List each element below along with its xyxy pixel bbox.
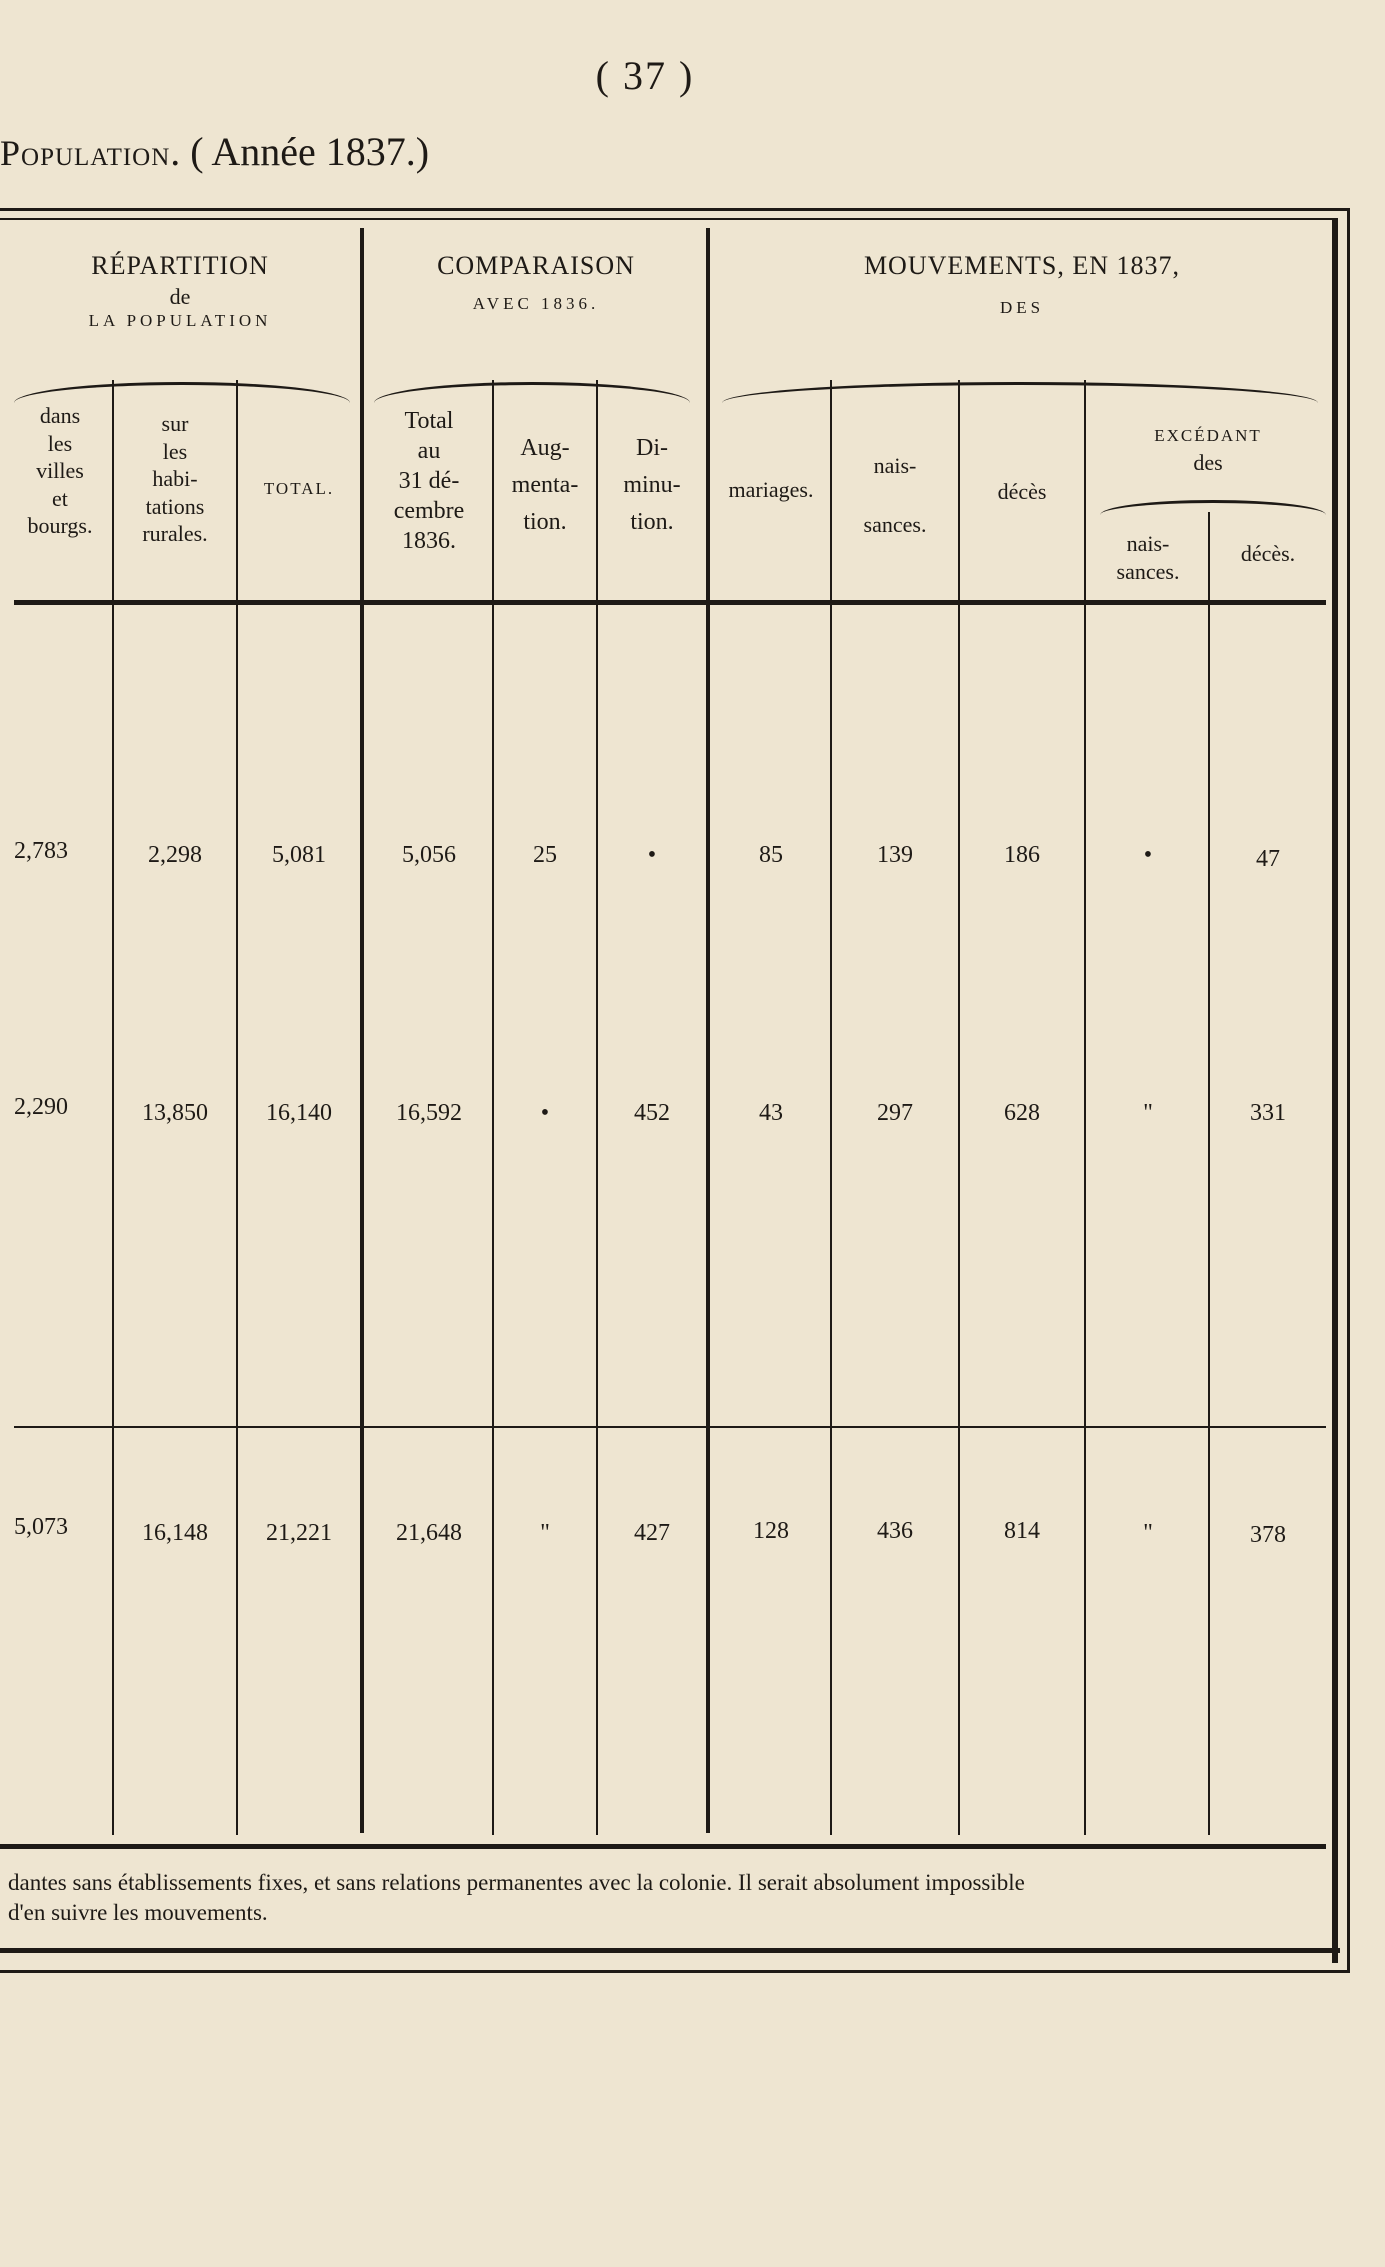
header-naissances-l2: sances. bbox=[863, 512, 927, 538]
totals-habitations: 16,148 bbox=[142, 1520, 208, 1546]
header-augmentation-l3: tion. bbox=[523, 509, 567, 536]
page-number: ( 37 ) bbox=[595, 53, 695, 98]
group-comparaison-title: COMPARAISON bbox=[437, 251, 635, 280]
row2-diminution: 452 bbox=[634, 1100, 670, 1126]
group-excedant-des: des bbox=[1193, 449, 1223, 475]
row1-exc-deces: 47 bbox=[1256, 846, 1280, 872]
totals-rule bbox=[14, 1426, 1326, 1428]
header-diminution bbox=[598, 430, 706, 542]
totals-mariages: 128 bbox=[753, 1518, 789, 1544]
row2-villes: 2,290 bbox=[14, 1094, 68, 1120]
row1-total-1836: 5,056 bbox=[402, 842, 456, 868]
totals-augmentation: " bbox=[540, 1520, 550, 1546]
header-exc-naissances bbox=[1088, 530, 1208, 585]
group-comparaison-sub: AVEC 1836. bbox=[472, 293, 600, 313]
group-mouvements-title: MOUVEMENTS, EN 1837, bbox=[863, 251, 1181, 280]
totals-naissances: 436 bbox=[877, 1518, 913, 1544]
header-total-1836-l4: cembre bbox=[393, 498, 465, 524]
header-habitations-l1: sur bbox=[161, 411, 189, 436]
group-repartition-de: de bbox=[169, 283, 191, 309]
header-rule bbox=[14, 600, 1326, 605]
col-divider-7 bbox=[1084, 380, 1086, 1835]
header-habitations-l2: les bbox=[162, 438, 188, 464]
group-repartition bbox=[20, 250, 340, 331]
header-exc-naissances-l1: nais- bbox=[1126, 531, 1170, 556]
row2-total: 16,140 bbox=[266, 1100, 332, 1126]
footnote-line1: dantes sans établissements fixes, et sans relations permanentes avec la colonie. Il serait absolument impossible bbox=[8, 1870, 1025, 1895]
header-total-1836 bbox=[366, 406, 492, 556]
header-deces: décès bbox=[997, 479, 1047, 504]
header-habitations bbox=[114, 410, 236, 548]
row1-habitations: 2,298 bbox=[148, 842, 202, 868]
title-prefix: Population bbox=[0, 133, 171, 173]
header-augmentation-l2: menta- bbox=[511, 472, 579, 499]
col-divider-8 bbox=[1208, 512, 1210, 1835]
row2-exc-deces: 331 bbox=[1250, 1100, 1286, 1126]
header-exc-naissances-l2: sances. bbox=[1116, 558, 1180, 584]
bottom-rule bbox=[0, 1948, 1340, 1953]
header-habitations-l4: tations bbox=[145, 493, 205, 519]
row1-augmentation: 25 bbox=[533, 842, 557, 868]
header-naissances bbox=[832, 436, 958, 555]
row1-exc-naissances: • bbox=[1143, 842, 1153, 868]
header-total: TOTAL. bbox=[263, 479, 335, 498]
header-villes bbox=[12, 402, 108, 540]
header-naissances-l1: nais- bbox=[873, 453, 917, 478]
group-excedant-title: EXCÉDANT bbox=[1154, 426, 1262, 445]
totals-deces: 814 bbox=[1004, 1518, 1040, 1544]
row1-total: 5,081 bbox=[272, 842, 326, 868]
header-diminution-l1: Di- bbox=[636, 435, 668, 461]
totals-total: 21,221 bbox=[266, 1520, 332, 1546]
row2-deces: 628 bbox=[1004, 1100, 1040, 1126]
row2-naissances: 297 bbox=[877, 1100, 913, 1126]
footnote bbox=[8, 1868, 1328, 1928]
totals-exc-deces: 378 bbox=[1250, 1522, 1286, 1548]
footnote-line2: d'en suivre les mouvements. bbox=[8, 1899, 268, 1925]
row2-habitations: 13,850 bbox=[142, 1100, 208, 1126]
row1-deces: 186 bbox=[1004, 842, 1040, 868]
header-total-1836-l3: 31 dé- bbox=[398, 468, 460, 494]
row2-augmentation: • bbox=[540, 1100, 550, 1126]
group-excedant bbox=[1090, 424, 1326, 479]
group-repartition-sub: LA POPULATION bbox=[88, 311, 272, 330]
row1-villes: 2,783 bbox=[14, 838, 68, 864]
totals-total-1836: 21,648 bbox=[396, 1520, 462, 1546]
header-villes-l1: dans bbox=[39, 403, 81, 428]
header-augmentation bbox=[494, 430, 596, 542]
header-augmentation-l1: Aug- bbox=[520, 435, 570, 461]
divider-repartition bbox=[360, 228, 364, 1833]
page-title bbox=[0, 128, 429, 175]
totals-exc-naissances: " bbox=[1143, 1520, 1153, 1546]
group-repartition-title: RÉPARTITION bbox=[91, 251, 269, 280]
row2-exc-naissances: " bbox=[1143, 1100, 1153, 1126]
header-diminution-l3: tion. bbox=[630, 509, 674, 536]
header-villes-l4: et bbox=[52, 485, 68, 511]
header-mariages: mariages. bbox=[728, 477, 814, 502]
title-suffix: . ( Année 1837.) bbox=[170, 129, 430, 174]
header-villes-l2: les bbox=[47, 430, 73, 456]
header-total-1836-l5: 1836. bbox=[402, 528, 456, 554]
group-mouvements-sub: DES bbox=[999, 297, 1045, 317]
header-villes-l5: bourgs. bbox=[27, 513, 93, 538]
footnote-rule bbox=[0, 1844, 1326, 1849]
group-mouvements bbox=[712, 250, 1332, 318]
divider-comparaison bbox=[706, 228, 710, 1833]
row2-total-1836: 16,592 bbox=[396, 1100, 462, 1126]
row1-naissances: 139 bbox=[877, 842, 913, 868]
header-habitations-l3: habi- bbox=[152, 466, 198, 491]
row1-diminution: • bbox=[647, 842, 657, 868]
header-exc-deces: décès. bbox=[1240, 541, 1296, 566]
totals-villes: 5,073 bbox=[14, 1514, 68, 1540]
header-diminution-l2: minu- bbox=[623, 472, 681, 499]
totals-diminution: 427 bbox=[634, 1520, 670, 1546]
header-total-1836-l1: Total bbox=[404, 408, 454, 434]
row1-mariages: 85 bbox=[759, 842, 783, 868]
header-habitations-l5: rurales. bbox=[142, 521, 208, 546]
header-total-1836-l2: au bbox=[417, 438, 441, 464]
row2-mariages: 43 bbox=[759, 1100, 783, 1126]
header-villes-l3: villes bbox=[36, 458, 84, 483]
group-comparaison bbox=[366, 250, 706, 314]
